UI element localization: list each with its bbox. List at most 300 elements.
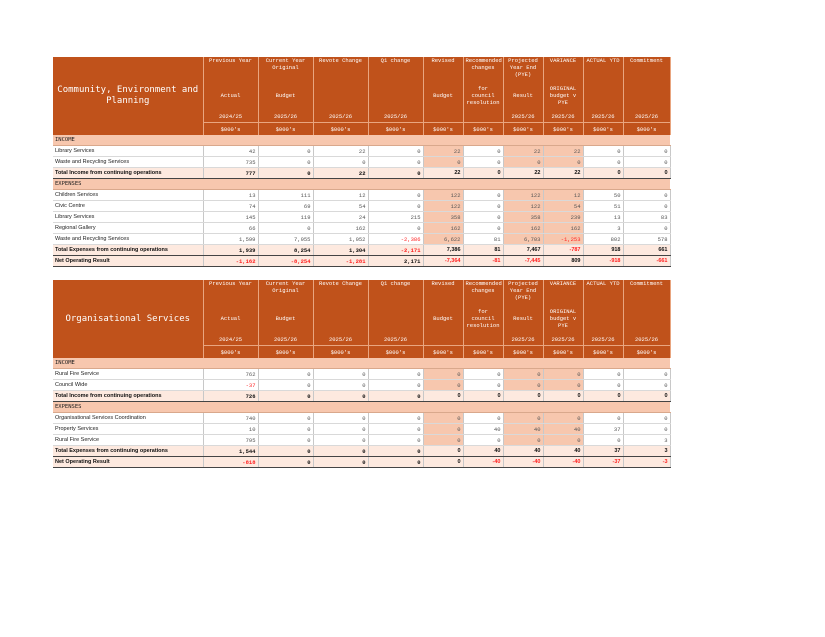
cell-value: -7,364 [423,256,463,267]
section-cell [623,179,670,190]
column-header: Recommended changes [463,280,503,303]
cell-value: 0 [583,391,623,402]
financial-report [53,57,670,481]
cell-value: 0 [423,457,463,468]
cell-value: 0 [258,223,313,234]
column-header-unit: $000's [313,123,368,136]
income-heading-label: INCOME [53,358,203,369]
cell-value: 0 [423,446,463,457]
section-cell [423,402,463,413]
cell-value: 0 [623,223,670,234]
expenses-heading [53,179,670,190]
column-header-year: 2025/26 [313,333,368,346]
section-cell [313,179,368,190]
income-heading-label: INCOME [53,135,203,146]
section-cell [258,135,313,146]
cell-value: 0 [368,457,423,468]
cell-value: 0 [623,168,670,179]
cell-value: 0 [258,446,313,457]
header-row [53,280,670,303]
cell-value: -1,281 [313,256,368,267]
cell-value: 0 [623,369,670,380]
section-cell [368,179,423,190]
section-cell [423,179,463,190]
cell-value: -37 [583,457,623,468]
cell-value: 0 [463,146,503,157]
cell-value: 0 [258,380,313,391]
expenses-heading-label: EXPENSES [53,402,203,413]
cell-value: 7,955 [258,234,313,245]
cell-value: 0 [368,413,423,424]
column-header-unit: $000's [423,346,463,359]
cell-value: 3 [623,435,670,446]
section-cell [583,402,623,413]
column-header-unit: $000's [258,123,313,136]
cell-value: 122 [503,201,543,212]
table-row [53,234,670,245]
column-header-year: 2025/26 [368,333,423,346]
cell-value: 40 [463,424,503,435]
section-cell [203,402,258,413]
section-cell [203,179,258,190]
cell-value: 83 [623,212,670,223]
cell-value: 7,386 [423,245,463,256]
row-label: Total Income from continuing operations [53,168,203,179]
section-cell [503,402,543,413]
cell-value: 0 [503,380,543,391]
cell-value: 24 [313,212,368,223]
cell-value: 0 [368,223,423,234]
cell-value: -787 [543,245,583,256]
cell-value: 1,304 [313,245,368,256]
cell-value: 122 [423,201,463,212]
cell-value: 0 [623,157,670,168]
cell-value: 0 [463,391,503,402]
cell-value: 0 [503,157,543,168]
cell-value: 0 [258,424,313,435]
row-label: Waste and Recycling Services [53,234,203,245]
section-cell [203,135,258,146]
cell-value: 358 [503,212,543,223]
row-label: Total Expenses from continuing operations [53,446,203,457]
cell-value: 0 [543,157,583,168]
section-cell [543,358,583,369]
cell-value: 162 [423,223,463,234]
column-header-year: 2025/26 [503,110,543,123]
cell-value: 22 [313,146,368,157]
cell-value: 0 [423,435,463,446]
cell-value: 0 [258,168,313,179]
row-label: Children Services [53,190,203,201]
cell-value: 0 [463,212,503,223]
table-row [53,435,670,446]
cell-value: 0 [463,223,503,234]
cell-value: 1,599 [203,234,258,245]
column-header-year: 2025/26 [543,110,583,123]
column-header-unit: $000's [583,346,623,359]
column-header-unit: $000's [503,346,543,359]
column-header-sub: Result [503,303,543,333]
cell-value: 0 [463,435,503,446]
column-header-sub: ORIGINAL budget v PYE [543,80,583,110]
column-header: Commitment [623,57,670,80]
net-result-row [53,256,670,267]
cell-value: 81 [463,234,503,245]
column-header-sub: for council resolution [463,303,503,333]
row-label: Library Services [53,212,203,223]
cell-value: 0 [313,446,368,457]
column-header: Current Year Original [258,57,313,80]
column-header-sub: Budget [423,303,463,333]
cell-value: 0 [258,435,313,446]
column-header: VARIANCE [543,280,583,303]
column-header: Commitment [623,280,670,303]
column-header-year: 2025/26 [543,333,583,346]
cell-value: 0 [503,413,543,424]
cell-value: 0 [368,435,423,446]
column-header-sub [313,303,368,333]
column-header: ACTUAL YTD [583,280,623,303]
column-header-sub: Budget [258,303,313,333]
cell-value: 0 [623,424,670,435]
cell-value: 0 [623,190,670,201]
column-header-unit: $000's [503,123,543,136]
cell-value: 162 [313,223,368,234]
cell-value: 7,467 [503,245,543,256]
cell-value: 0 [313,157,368,168]
column-header: Revote Change [313,57,368,80]
cell-value: 40 [503,424,543,435]
section-cell [583,358,623,369]
cell-value: 918 [583,245,623,256]
cell-value: 802 [583,234,623,245]
table-row [53,201,670,212]
cell-value: 8,254 [258,245,313,256]
column-header-unit: $000's [203,346,258,359]
cell-value: 0 [313,435,368,446]
column-header-sub [583,303,623,333]
cell-value: 0 [463,157,503,168]
cell-value: 111 [258,190,313,201]
cell-value: 0 [368,391,423,402]
cell-value: 0 [583,369,623,380]
column-header-sub: Budget [423,80,463,110]
section-cell [463,135,503,146]
cell-value: 0 [463,201,503,212]
section-cell [258,179,313,190]
section-cell [463,179,503,190]
section-cell [423,358,463,369]
cell-value: 0 [313,369,368,380]
cell-value: 239 [543,212,583,223]
column-header-sub: for council resolution [463,80,503,110]
column-header-unit: $000's [423,123,463,136]
cell-value: 51 [583,201,623,212]
cell-value: 0 [258,413,313,424]
cell-value: 3 [583,223,623,234]
column-header: Revised [423,280,463,303]
cell-value: 40 [463,446,503,457]
cell-value: 0 [543,369,583,380]
section-cell [623,358,670,369]
column-header-sub: Budget [258,80,313,110]
cell-value: 6,703 [503,234,543,245]
section-cell [423,135,463,146]
cell-value: -7,445 [503,256,543,267]
cell-value: 0 [463,190,503,201]
cell-value: 0 [423,391,463,402]
column-header-unit: $000's [313,346,368,359]
column-header-unit: $000's [463,123,503,136]
cell-value: 0 [503,391,543,402]
cell-value: -37 [203,380,258,391]
section-cell [313,358,368,369]
column-header-sub [623,80,670,110]
cell-value: 3 [623,446,670,457]
cell-value: 22 [503,168,543,179]
cell-value: 0 [313,424,368,435]
column-header-sub: Actual [203,80,258,110]
section-cell [503,135,543,146]
cell-value: 40 [503,446,543,457]
cell-value: 0 [623,413,670,424]
column-header-sub [623,303,670,333]
column-header: Revised [423,57,463,80]
table-row [53,157,670,168]
cell-value: 145 [203,212,258,223]
column-header-unit: $000's [368,123,423,136]
section-cell [543,135,583,146]
cell-value: 12 [543,190,583,201]
cell-value: 762 [203,369,258,380]
section-cell [463,358,503,369]
report-table [53,280,671,468]
column-header: Previous Year [203,57,258,80]
cell-value: 13 [203,190,258,201]
column-header-sub [368,80,423,110]
cell-value: 81 [463,245,503,256]
row-label: Regional Gallery [53,223,203,234]
column-header: Current Year Original [258,280,313,303]
expenses-heading [53,402,670,413]
section-cell [258,402,313,413]
column-header-unit: $000's [368,346,423,359]
column-header-unit: $000's [583,123,623,136]
cell-value: -661 [623,256,670,267]
report-table [53,57,671,267]
table-row [53,424,670,435]
row-label: Property Services [53,424,203,435]
column-header: Projected Year End (PYE) [503,280,543,303]
cell-value: 0 [583,413,623,424]
cell-value: 54 [543,201,583,212]
table-row [53,369,670,380]
cell-value: 0 [313,380,368,391]
cell-value: 661 [623,245,670,256]
cell-value: 0 [368,369,423,380]
cell-value: 0 [368,168,423,179]
cell-value: 122 [423,190,463,201]
cell-value: 22 [543,146,583,157]
cell-value: 0 [463,413,503,424]
column-header-unit: $000's [623,123,670,136]
cell-value: 12 [313,190,368,201]
column-header-year: 2025/26 [313,110,368,123]
column-header-year: 2025/26 [583,110,623,123]
cell-value: 0 [423,157,463,168]
section-cell [258,358,313,369]
section-cell [503,179,543,190]
section-cell [368,402,423,413]
section-cell [313,402,368,413]
cell-value: 0 [258,369,313,380]
cell-value: 0 [258,391,313,402]
cell-value: 22 [543,168,583,179]
cell-value: 740 [203,413,258,424]
cell-value: -8,254 [258,256,313,267]
column-header-sub [313,80,368,110]
row-label: Civic Centre [53,201,203,212]
cell-value: 0 [368,424,423,435]
section-cell [368,358,423,369]
cell-value: 0 [423,369,463,380]
cell-value: 40 [543,446,583,457]
cell-value: 0 [368,190,423,201]
column-header-unit: $000's [258,346,313,359]
column-header-year: 2025/26 [368,110,423,123]
table-row [53,146,670,157]
cell-value: 162 [503,223,543,234]
cell-value: 0 [423,380,463,391]
column-header-year [423,110,463,123]
column-header-sub: ORIGINAL budget v PYE [543,303,583,333]
column-header-unit: $000's [543,123,583,136]
column-header: Previous Year [203,280,258,303]
column-header-year [423,333,463,346]
cell-value: 0 [583,435,623,446]
cell-value: -3 [623,457,670,468]
section-cell [543,402,583,413]
section-cell [503,358,543,369]
cell-value: 22 [503,146,543,157]
section-title: Community, Environment and Planning [53,57,203,135]
cell-value: 13 [583,212,623,223]
cell-value: 0 [258,157,313,168]
column-header-sub [368,303,423,333]
cell-value: 122 [503,190,543,201]
cell-value: 726 [203,391,258,402]
cell-value: 22 [423,146,463,157]
section-cell [623,402,670,413]
row-label: Net Operating Result [53,256,203,267]
column-header: Projected Year End (PYE) [503,57,543,80]
column-header-sub: Actual [203,303,258,333]
cell-value: 1,939 [203,245,258,256]
row-label: Library Services [53,146,203,157]
cell-value: 0 [583,157,623,168]
expense-total-row [53,446,670,457]
cell-value: 37 [583,424,623,435]
cell-value: 10 [203,424,258,435]
cell-value: 0 [463,168,503,179]
cell-value: 22 [423,168,463,179]
cell-value: -2,386 [368,234,423,245]
section-cell [463,402,503,413]
column-header: Q1 change [368,280,423,303]
cell-value: 777 [203,168,258,179]
column-header-year: 2025/26 [258,110,313,123]
column-header: Recommended changes [463,57,503,80]
expenses-heading-label: EXPENSES [53,179,203,190]
cell-value: 735 [203,157,258,168]
column-header: ACTUAL YTD [583,57,623,80]
cell-value: 0 [258,457,313,468]
table-row [53,413,670,424]
cell-value: -818 [203,457,258,468]
column-header-year: 2025/26 [623,333,670,346]
cell-value: 0 [463,369,503,380]
table-row [53,212,670,223]
cell-value: 0 [313,457,368,468]
cell-value: 0 [623,201,670,212]
cell-value: 0 [368,380,423,391]
income-total-row [53,391,670,402]
net-result-row [53,457,670,468]
cell-value: 578 [623,234,670,245]
cell-value: 0 [583,168,623,179]
cell-value: 0 [313,391,368,402]
cell-value: 0 [583,146,623,157]
cell-value: 50 [583,190,623,201]
cell-value: 0 [423,424,463,435]
column-header-year [463,333,503,346]
cell-value: -40 [543,457,583,468]
cell-value: 0 [623,391,670,402]
column-header-year [463,110,503,123]
column-header-unit: $000's [623,346,670,359]
section-cell [583,179,623,190]
cell-value: 37 [583,446,623,457]
cell-value: 0 [623,380,670,391]
income-heading [53,135,670,146]
column-header-year: 2025/26 [623,110,670,123]
cell-value: 0 [368,446,423,457]
cell-value: 0 [543,435,583,446]
cell-value: 1,544 [203,446,258,457]
column-header-unit: $000's [543,346,583,359]
cell-value: 0 [368,201,423,212]
cell-value: 40 [543,424,583,435]
section-title: Organisational Services [53,280,203,358]
cell-value: 2,171 [368,256,423,267]
column-header-sub [583,80,623,110]
cell-value: -1,253 [543,234,583,245]
cell-value: 162 [543,223,583,234]
cell-value: 358 [423,212,463,223]
column-header-year: 2025/26 [503,333,543,346]
table-row [53,223,670,234]
cell-value: -81 [463,256,503,267]
cell-value: 1,052 [313,234,368,245]
cell-value: 809 [543,256,583,267]
cell-value: 0 [543,413,583,424]
section-cell [623,135,670,146]
column-header-year: 2024/25 [203,333,258,346]
income-total-row [53,168,670,179]
table-row [53,190,670,201]
section-cell [203,358,258,369]
cell-value: -40 [463,457,503,468]
